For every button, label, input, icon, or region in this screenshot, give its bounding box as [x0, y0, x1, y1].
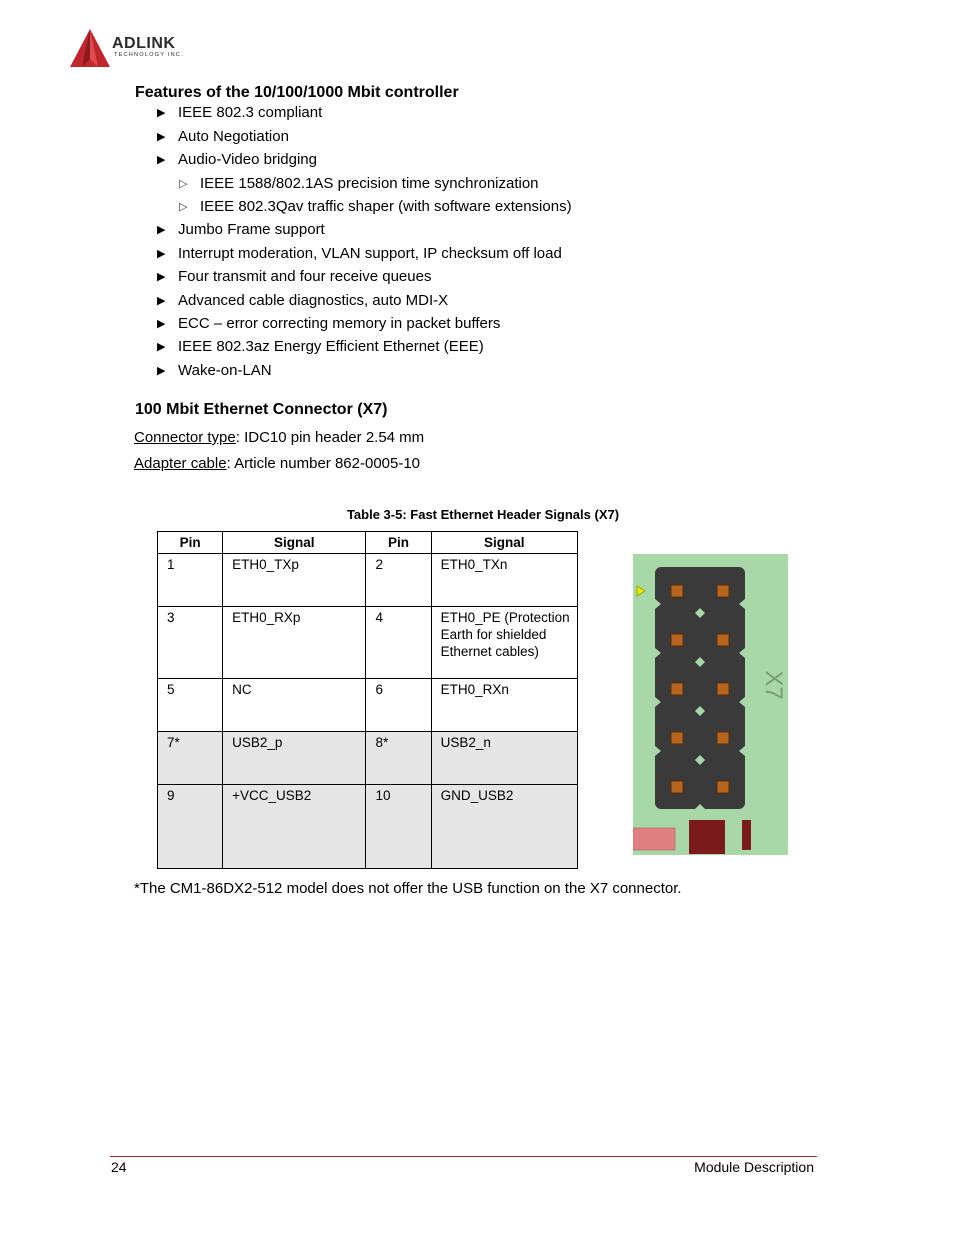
page-number: 24	[111, 1159, 127, 1175]
table-cell: 5	[158, 679, 223, 732]
header-signal: Signal	[223, 532, 366, 554]
ethernet-heading: 100 Mbit Ethernet Connector (X7)	[135, 401, 388, 418]
small-red-component	[742, 820, 751, 850]
feature-item: Wake-on-LAN	[178, 362, 272, 379]
adapter-cable-value: : Article number 862-0005-10	[226, 455, 421, 472]
feature-item: Advanced cable diagnostics, auto MDI-X	[178, 292, 449, 309]
adapter-cable-label: Adapter cable	[134, 455, 227, 472]
bullet-icon: ▶	[157, 224, 166, 236]
pink-component	[633, 828, 675, 850]
table-cell: USB2_p	[223, 732, 366, 785]
features-heading: Features of the 10/100/1000 Mbit controller	[135, 84, 459, 101]
connector-pin-5	[671, 683, 683, 695]
logo-subtitle: TECHNOLOGY INC.	[114, 52, 184, 58]
footer-divider	[110, 1156, 817, 1157]
feature-item: Four transmit and four receive queues	[178, 268, 432, 285]
table-cell: ETH0_TXn	[431, 554, 577, 607]
table-row	[158, 732, 578, 785]
header-pin: Pin	[366, 532, 431, 554]
table-cell: ETH0_RXp	[223, 607, 366, 679]
usb-footnote: *The CM1-86DX2-512 model does not offer the USB function on the X7 connector.	[134, 880, 682, 897]
x7-silkscreen-label: X7	[760, 670, 787, 700]
header-pin: Pin	[158, 532, 223, 554]
table-cell: ETH0_RXn	[431, 679, 577, 732]
bullet-icon: ▶	[157, 271, 166, 283]
logo-wordmark: ADLINK	[112, 35, 176, 52]
bullet-icon: ▶	[157, 295, 166, 307]
feature-item: Auto Negotiation	[178, 128, 289, 145]
connector-pin-2	[717, 585, 729, 597]
header-signal: Signal	[431, 532, 577, 554]
footer-section-title: Module Description	[694, 1159, 814, 1175]
table-row	[158, 607, 578, 679]
feature-item: ECC – error correcting memory in packet buffers	[178, 315, 501, 332]
x7-connector-diagram	[633, 554, 788, 855]
table-cell: 10	[366, 785, 431, 869]
bullet-icon: ▶	[157, 248, 166, 260]
feature-subitem: IEEE 802.3Qav traffic shaper (with software extensions)	[200, 198, 572, 215]
table-row	[158, 785, 578, 869]
connector-pin-8	[717, 732, 729, 744]
connector-pin-4	[717, 634, 729, 646]
table-cell: USB2_n	[431, 732, 577, 785]
table-header-row	[158, 532, 578, 554]
feature-item: IEEE 802.3az Energy Efficient Ethernet (EEE)	[178, 338, 484, 355]
table-cell: ETH0_PE (Protection Earth for shielded Ethernet cables)	[431, 607, 577, 679]
table-cell: 4	[366, 607, 431, 679]
table-row	[158, 554, 578, 607]
signal-table	[157, 531, 578, 869]
connector-pin-9	[671, 781, 683, 793]
table-cell: GND_USB2	[431, 785, 577, 869]
feature-item: Jumbo Frame support	[178, 221, 325, 238]
connector-pin-6	[717, 683, 729, 695]
connector-type-value: : IDC10 pin header 2.54 mm	[235, 429, 425, 446]
adapter-cable-line	[134, 455, 420, 472]
feature-item: IEEE 802.3 compliant	[178, 104, 323, 121]
bullet-icon: ▶	[157, 154, 166, 166]
table-cell: NC	[223, 679, 366, 732]
table-row	[158, 679, 578, 732]
table-cell: 8*	[366, 732, 431, 785]
table-cell: 9	[158, 785, 223, 869]
table-caption: Table 3-5: Fast Ethernet Header Signals (X7)	[346, 507, 620, 522]
bullet-icon: ▶	[157, 318, 166, 330]
connector-pin-7	[671, 732, 683, 744]
table-cell: 6	[366, 679, 431, 732]
bullet-icon: ▶	[157, 131, 166, 143]
connector-pin-3	[671, 634, 683, 646]
red-component	[689, 820, 725, 854]
sub-bullet-icon: ▷	[179, 178, 188, 190]
table-cell: 2	[366, 554, 431, 607]
table-cell: 1	[158, 554, 223, 607]
feature-item: Audio-Video bridging	[178, 151, 317, 168]
sub-bullet-icon: ▷	[179, 201, 188, 213]
table-cell: 7*	[158, 732, 223, 785]
bullet-icon: ▶	[157, 341, 166, 353]
feature-subitem: IEEE 1588/802.1AS precision time synchronization	[200, 175, 539, 192]
connector-pin-10	[717, 781, 729, 793]
feature-item: Interrupt moderation, VLAN support, IP checksum off load	[178, 245, 562, 262]
table-cell: 3	[158, 607, 223, 679]
table-cell: +VCC_USB2	[223, 785, 366, 869]
connector-type-label: Connector type	[134, 429, 236, 446]
header-slot-divider	[697, 567, 703, 809]
connector-type-line	[134, 429, 424, 446]
table-cell: ETH0_TXp	[223, 554, 366, 607]
bullet-icon: ▶	[157, 107, 166, 119]
connector-pin-1	[671, 585, 683, 597]
bullet-icon: ▶	[157, 365, 166, 377]
